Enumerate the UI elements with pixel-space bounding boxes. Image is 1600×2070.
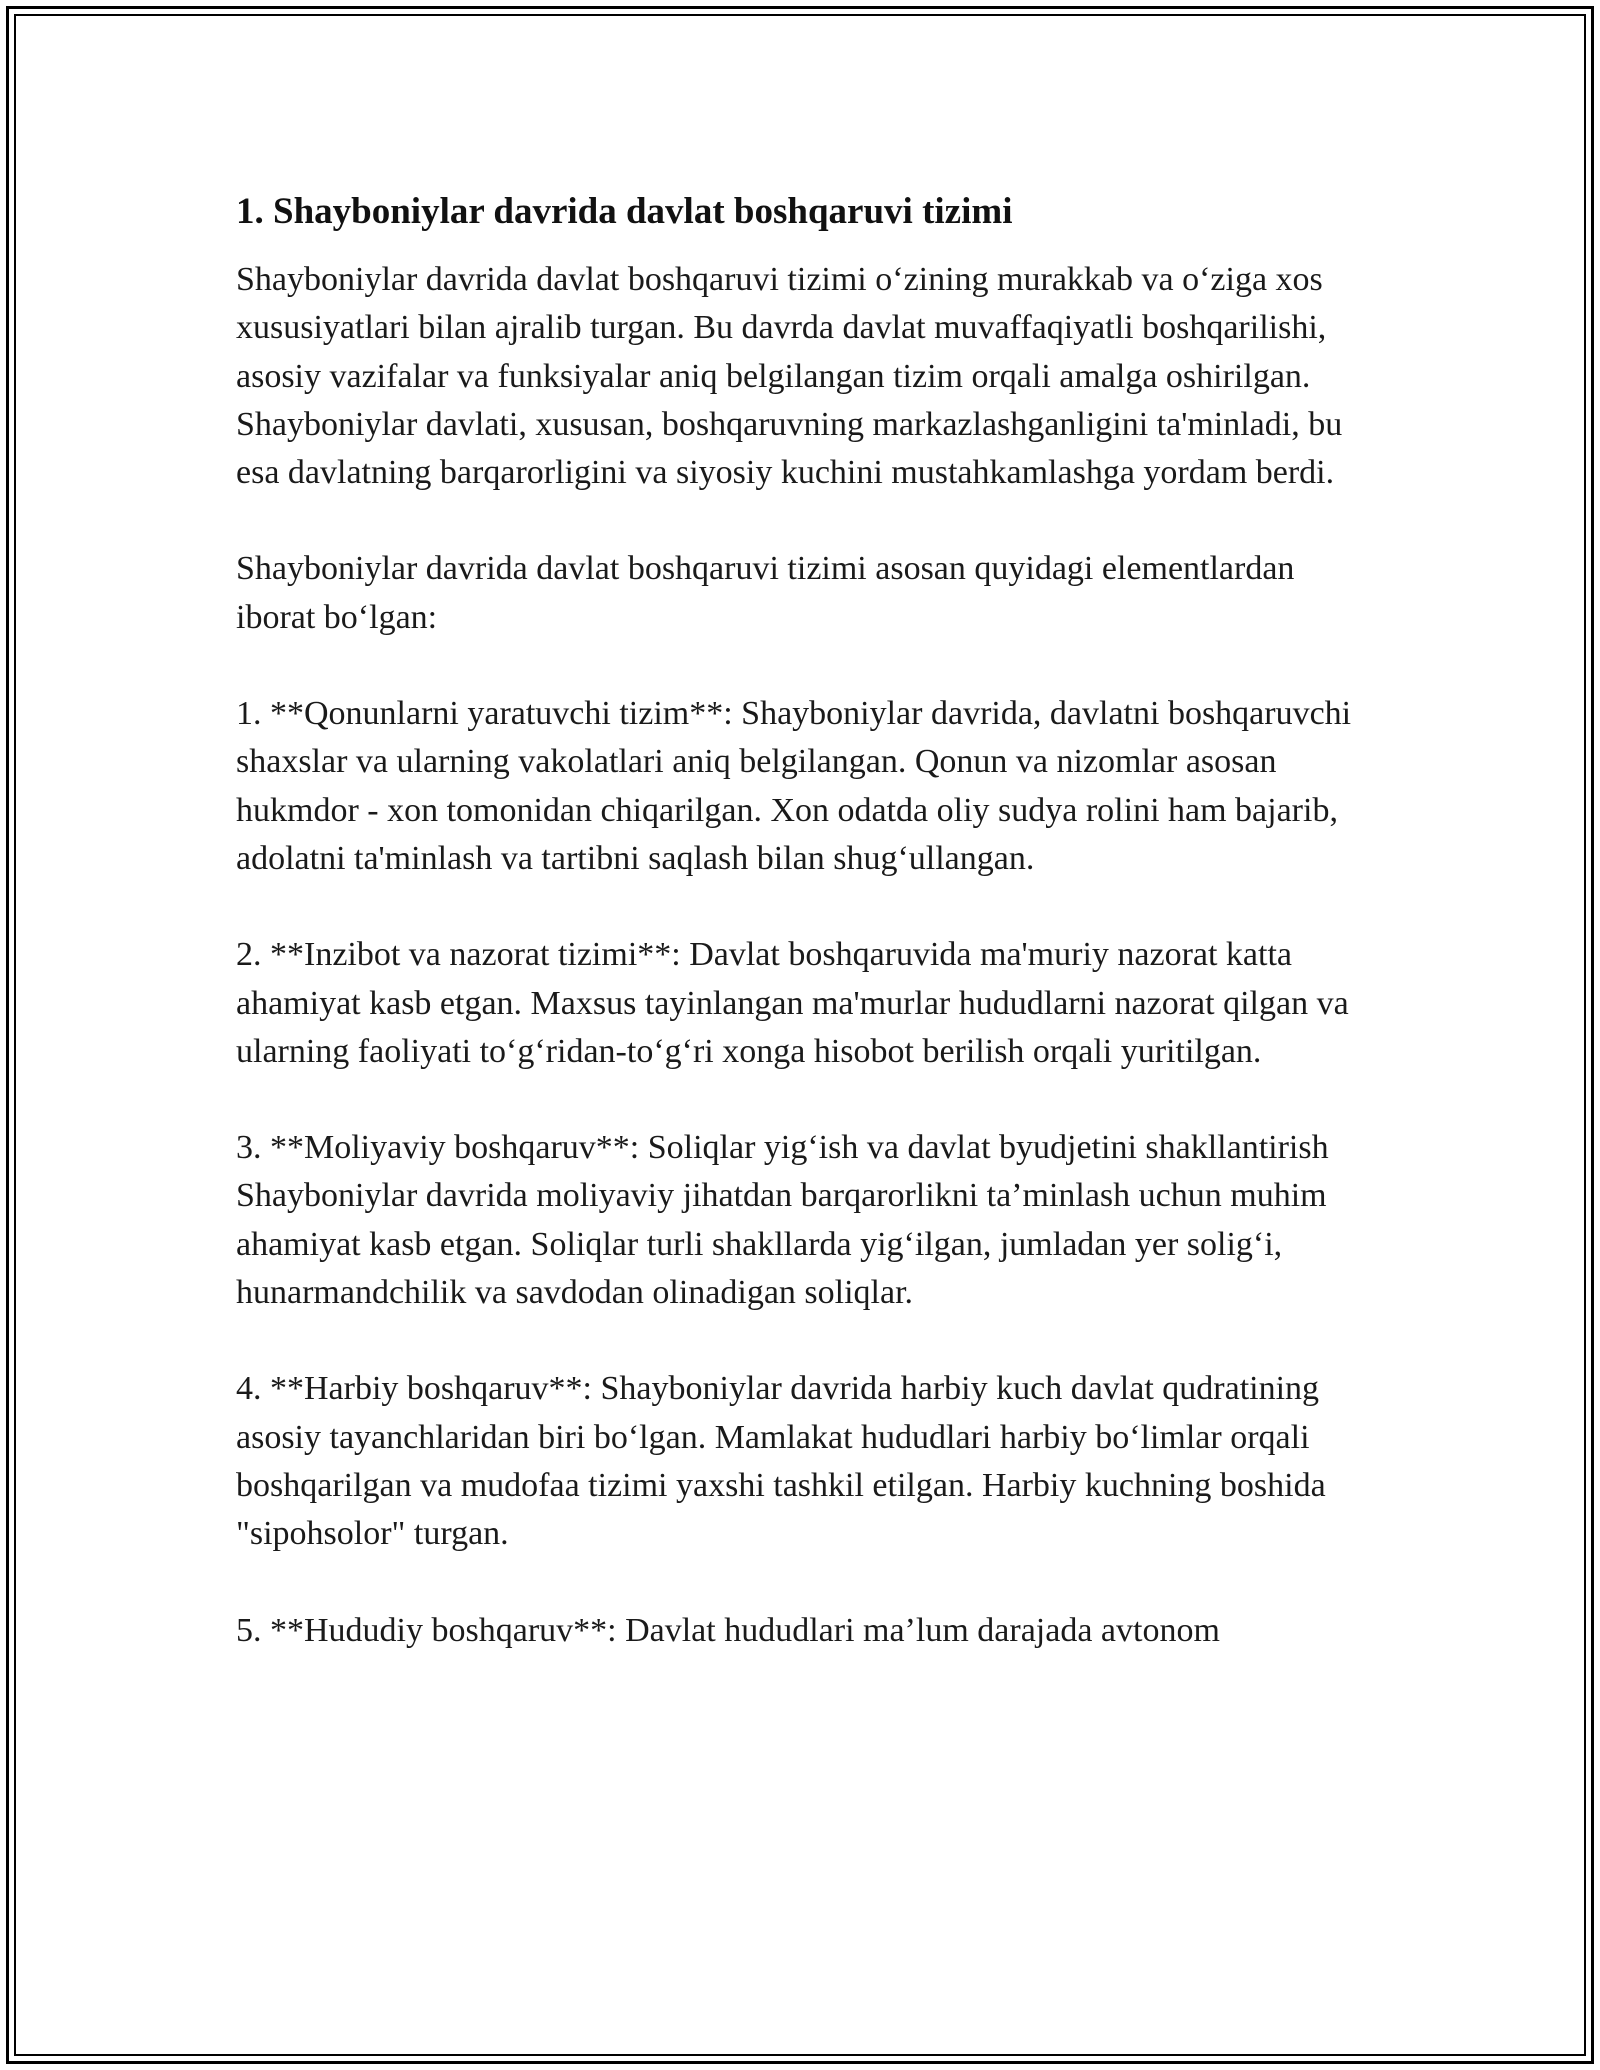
list-item-finance: 3. **Moliyaviy boshqaruv**: Soliqlar yig‘ish va davlat byudjetini shakllantirish Shayboniylar davrida moliyaviy jihatdan barqarorlikni ta’minlash uchun muhim ahamiyat kasb etgan. Soliqlar turli shakllarda yig‘ilgan, jumladan yer solig‘i, hunarmandchilik va savdodan olinadigan soliqlar. [236,1129,1329,1312]
document-body [236,186,1356,1703]
list-item-legislation: 1. **Qonunlarni yaratuvchi tizim**: Shayboniylar davrida, davlatni boshqaruvchi shaxslar va ularning vakolatlari aniq belgilangan. Qonun va nizomlar asosan hukmdor - xon tomonidan chiqarilgan. Xon odatda oliy sudya rolini ham bajarib, adolatni ta'minlash va tartibni saqlash bilan shug‘ullangan. [236,695,1352,877]
document-title: 1. Shayboniylar davrida davlat boshqaruvi tizimi [236,191,1013,232]
elements-intro-paragraph: Shayboniylar davrida davlat boshqaruvi tizimi asosan quyidagi elementlardan iborat bo‘lgan: [236,550,1295,636]
list-item-military: 4. **Harbiy boshqaruv**: Shayboniylar davrida harbiy kuch davlat qudratining asosiy tayanchlaridan biri bo‘lgan. Mamlakat hududlari harbiy bo‘limlar orqali boshqarilgan va mudofaa tizimi yaxshi tashkil etilgan. Harbiy kuchning boshida "sipohsolor" turgan. [236,1370,1326,1553]
list-item-administration: 2. **Inzibot va nazorat tizimi**: Davlat boshqaruvida ma'muriy nazorat katta ahamiyat kasb etgan. Maxsus tayinlangan ma'murlar hududlarni nazorat qilgan va ularning faoliyati to‘g‘ridan-to‘g‘ri xonga hisobot berilish orqali yuritilgan. [236,936,1349,1070]
list-item-territorial: 5. **Hududiy boshqaruv**: Davlat hududlari ma’lum darajada avtonom [236,1611,1220,1649]
intro-paragraph: Shayboniylar davrida davlat boshqaruvi tizimi o‘zining murakkab va o‘ziga xos xususiyatlari bilan ajralib turgan. Bu davrda davlat muvaffaqiyatli boshqarilishi, asosiy vazifalar va funksiyalar aniq belgilangan tizim orqali amalga oshirilgan. Shayboniylar davlati, xususan, boshqaruvning markazlashganligini ta'minladi, bu esa davlatning barqarorligini va siyosiy kuchini mustahkamlashga yordam berdi. [236,261,1343,492]
